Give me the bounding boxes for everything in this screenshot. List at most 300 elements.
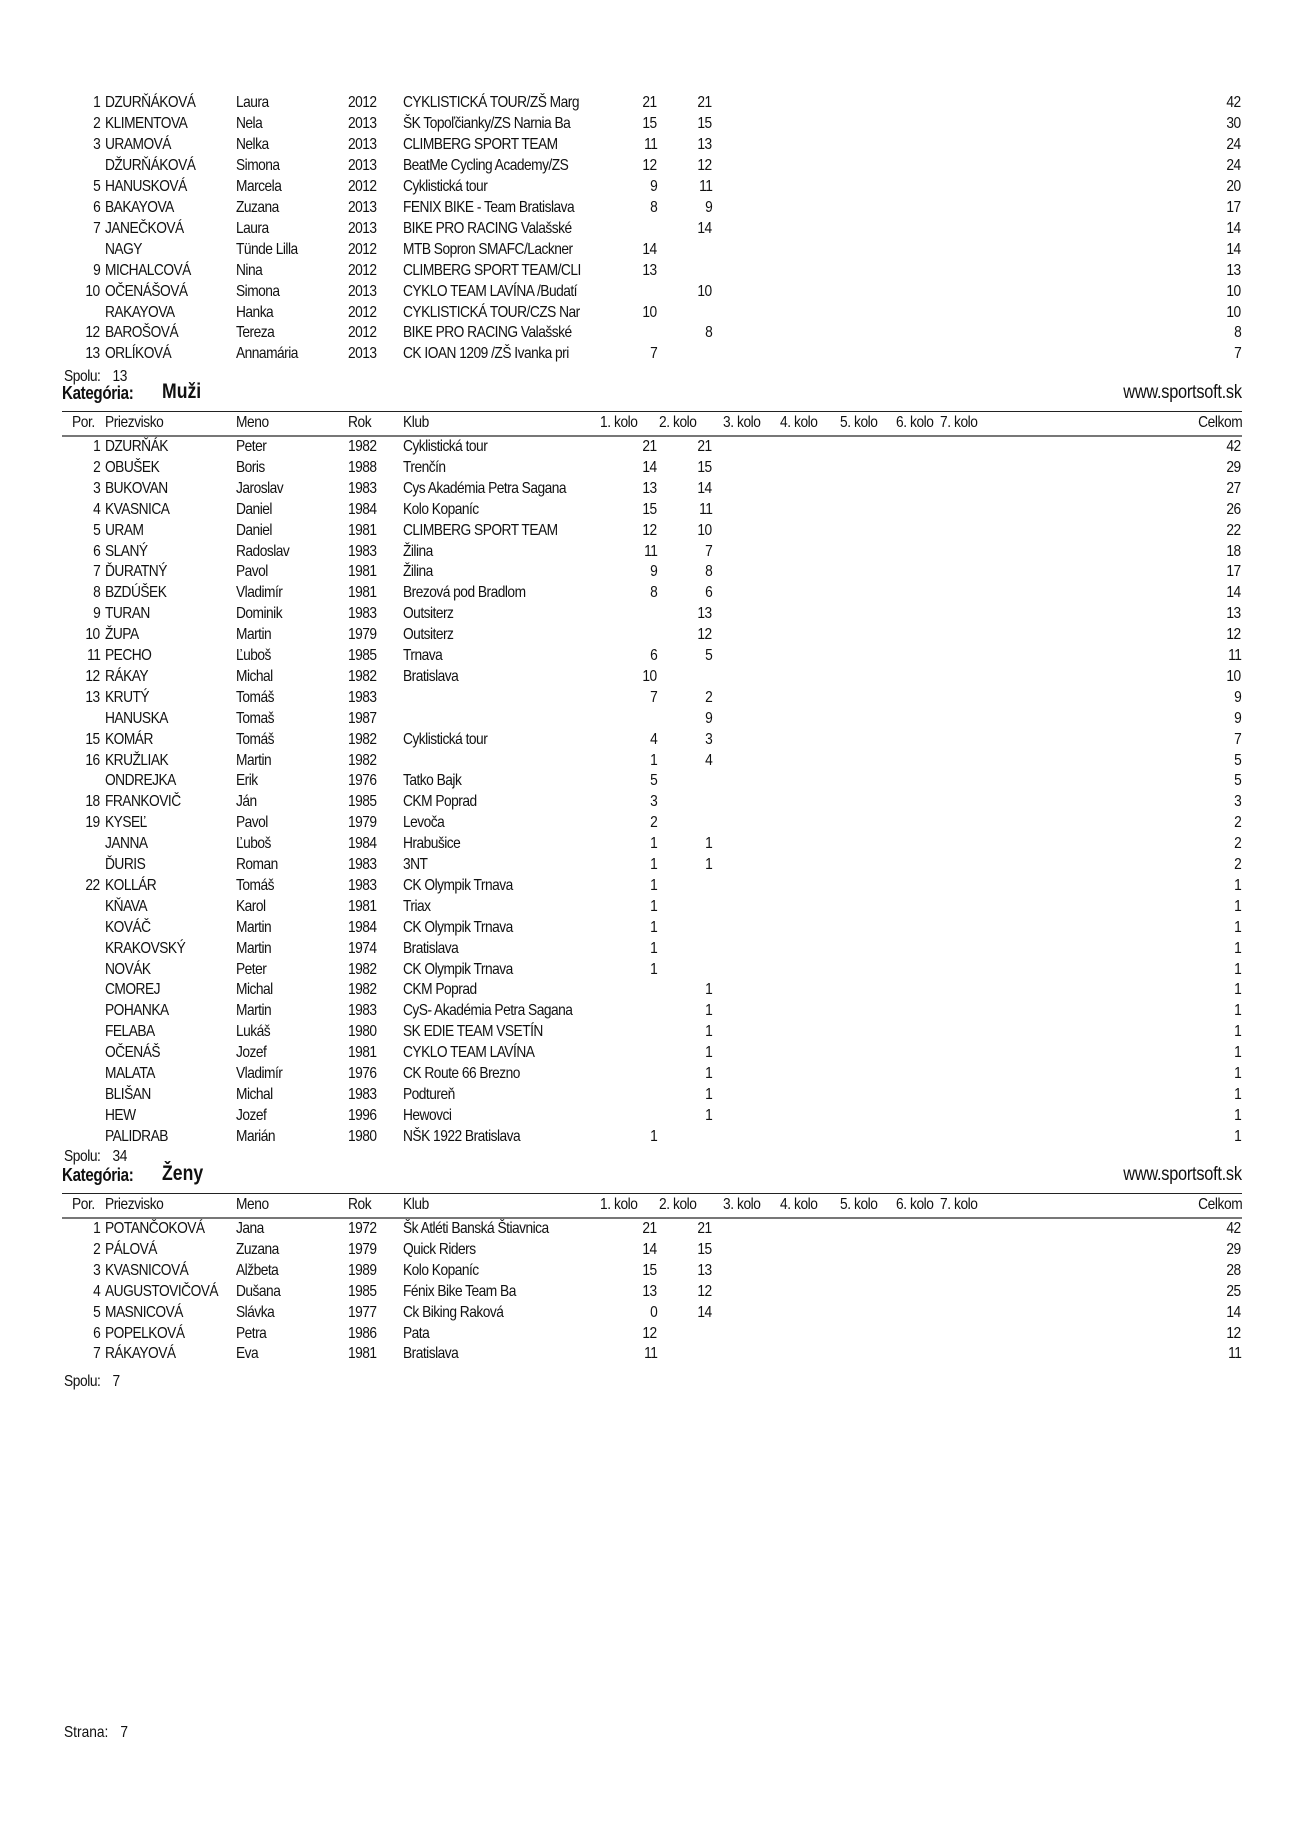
- cell-total: 1: [1233, 1127, 1241, 1145]
- cell-k1: 15: [642, 114, 657, 132]
- col-k7: 7. kolo: [940, 414, 978, 431]
- cell-surname: RÁKAY: [105, 667, 149, 685]
- cell-year: 1983: [348, 1085, 377, 1103]
- cell-k1: 8: [649, 198, 657, 216]
- cell-club: Outsiterz: [403, 626, 454, 644]
- table-row: [0, 281, 1300, 302]
- col-total: Celkom: [1197, 1196, 1242, 1213]
- cell-club: CYKLISTICKÁ TOUR/CZS Nar: [403, 303, 580, 321]
- cell-k2: 14: [697, 219, 712, 237]
- table-row: [0, 239, 1300, 260]
- table-row: [0, 197, 1300, 218]
- table-row: [0, 770, 1300, 791]
- cell-name: Petra: [236, 1324, 267, 1342]
- cell-club: Cyklistická tour: [403, 730, 488, 748]
- cell-year: 1983: [348, 479, 377, 497]
- cell-total: 42: [1226, 94, 1241, 111]
- cell-name: Jozef: [236, 1044, 267, 1062]
- cell-surname: FELABA: [105, 1023, 155, 1041]
- cell-surname: OČENÁŠOVÁ: [105, 282, 188, 300]
- cell-surname: KVASNICOVÁ: [105, 1261, 189, 1279]
- cell-k1: 1: [649, 1127, 657, 1145]
- cell-name: Simona: [236, 282, 280, 300]
- cell-k1: 21: [642, 1220, 657, 1237]
- cell-rank: 3: [92, 135, 100, 153]
- cell-name: Jaroslav: [236, 479, 284, 497]
- col-k1: 1. kolo: [600, 414, 638, 431]
- cell-name: Martin: [236, 626, 272, 644]
- cell-name: Jozef: [236, 1106, 267, 1124]
- col-year: Rok: [348, 1196, 372, 1213]
- cell-surname: ŽUPA: [105, 626, 139, 644]
- cell-k2: 1: [704, 1065, 712, 1082]
- cell-total: 24: [1226, 156, 1241, 174]
- col-k6: 6. kolo: [896, 1196, 934, 1213]
- cell-rank: 15: [85, 730, 100, 748]
- cell-name: Peter: [236, 960, 267, 978]
- cell-year: 2013: [348, 135, 377, 153]
- col-total: Celkom: [1197, 414, 1242, 431]
- cell-name: Slávka: [236, 1303, 275, 1321]
- cell-year: 1984: [348, 500, 377, 518]
- cell-name: Hanka: [236, 303, 274, 321]
- cell-surname: KRAKOVSKÝ: [105, 939, 186, 957]
- col-k3: 3. kolo: [723, 1196, 761, 1213]
- cell-surname: KRUŽLIAK: [105, 751, 169, 769]
- cell-club: Hewovci: [403, 1106, 452, 1124]
- cell-surname: DZURŇÁKOVÁ: [105, 94, 196, 111]
- cell-club: CK Route 66 Brezno: [403, 1065, 520, 1082]
- cell-k1: 21: [642, 438, 657, 455]
- cell-rank: 12: [85, 324, 100, 342]
- cell-k2: 10: [697, 282, 712, 300]
- cell-k2: 14: [697, 1303, 712, 1321]
- cell-year: 2012: [348, 94, 377, 111]
- cell-total: 14: [1226, 1303, 1241, 1321]
- cell-total: 14: [1226, 584, 1241, 602]
- table-row: [0, 666, 1300, 687]
- cell-surname: OČENÁŠ: [105, 1044, 161, 1062]
- cell-surname: ĎURIS: [105, 856, 146, 873]
- cell-year: 2012: [348, 261, 377, 279]
- cell-surname: HEW: [105, 1106, 136, 1124]
- page-label: Strana:: [64, 1724, 109, 1741]
- cell-k1: 14: [642, 458, 657, 476]
- cell-club: CyS- Akadémia Petra Sagana: [403, 1002, 573, 1020]
- spolu-label: Spolu:: [64, 368, 101, 385]
- cell-k2: 12: [697, 156, 712, 174]
- cell-club: CK Olympik Trnava: [403, 876, 513, 894]
- cell-k2: 21: [697, 438, 712, 455]
- cell-club: CKM Poprad: [403, 981, 477, 999]
- cell-club: CYKLO TEAM LAVÍNA: [403, 1044, 535, 1062]
- category-header-zeny: [62, 1162, 1242, 1188]
- cell-club: Brezová pod Bradlom: [403, 584, 526, 602]
- cell-rank: 11: [86, 647, 100, 664]
- table-row: [0, 1084, 1300, 1105]
- cell-k2: 1: [704, 1085, 712, 1103]
- cell-year: 1988: [348, 458, 377, 476]
- cell-name: Roman: [236, 856, 278, 873]
- table-row: [0, 1218, 1300, 1239]
- cell-k2: 13: [697, 605, 712, 623]
- cell-surname: PECHO: [105, 647, 152, 664]
- cell-total: 13: [1226, 261, 1241, 279]
- cell-k2: 11: [698, 177, 712, 195]
- cell-name: Michal: [236, 1085, 273, 1103]
- cell-k2: 3: [704, 730, 712, 748]
- cell-total: 27: [1226, 479, 1241, 497]
- cell-rank: 10: [85, 626, 100, 644]
- cell-k1: 11: [643, 542, 657, 560]
- cell-club: CKM Poprad: [403, 793, 477, 811]
- cell-year: 1985: [348, 793, 377, 811]
- cell-k2: 2: [704, 688, 712, 706]
- cell-club: CK Olympik Trnava: [403, 918, 513, 936]
- cell-name: Pavol: [236, 814, 268, 832]
- cell-total: 1: [1233, 876, 1241, 894]
- cell-surname: ORLÍKOVÁ: [105, 345, 172, 363]
- table-row: [0, 917, 1300, 938]
- cell-name: Vladimír: [236, 1065, 283, 1082]
- col-k5: 5. kolo: [840, 414, 878, 431]
- cell-year: 1982: [348, 960, 377, 978]
- cell-surname: KYSEĽ: [105, 814, 147, 832]
- cell-rank: 5: [92, 521, 100, 539]
- website-link[interactable]: www.sportsoft.sk: [1123, 382, 1242, 403]
- cell-k1: 12: [642, 156, 657, 174]
- col-club: Klub: [403, 1196, 429, 1213]
- cell-k2: 14: [697, 479, 712, 497]
- category-name: Muži: [162, 380, 202, 403]
- column-header-row-zeny: [62, 1193, 1242, 1219]
- cell-club: Bratislava: [403, 667, 459, 685]
- cell-rank: 13: [85, 688, 100, 706]
- cell-club: CYKLISTICKÁ TOUR/ZŠ Marg: [403, 94, 579, 111]
- cell-k2: 1: [704, 1002, 712, 1020]
- cell-surname: ONDREJKA: [105, 772, 176, 790]
- cell-total: 28: [1226, 1261, 1241, 1279]
- cell-k2: 1: [704, 856, 712, 873]
- cell-club: Kolo Kopaníc: [403, 1261, 479, 1279]
- cell-k2: 1: [704, 981, 712, 999]
- cell-club: CLIMBERG SPORT TEAM: [403, 135, 558, 153]
- table-row: [0, 1343, 1300, 1364]
- cell-rank: 12: [85, 667, 100, 685]
- cell-k1: 7: [649, 345, 657, 363]
- cell-total: 2: [1233, 814, 1241, 832]
- table-row: [0, 561, 1300, 582]
- cell-club: Šk Atléti Banská Štiavnica: [403, 1220, 549, 1237]
- cell-total: 1: [1233, 939, 1241, 957]
- cell-k1: 13: [642, 479, 657, 497]
- cell-surname: DZURŇÁK: [105, 438, 168, 455]
- cell-surname: FRANKOVIČ: [105, 793, 181, 811]
- table-row: [0, 729, 1300, 750]
- cell-club: MTB Sopron SMAFC/Lackner: [403, 240, 573, 258]
- table-row: [0, 938, 1300, 959]
- cell-k1: 13: [642, 1282, 657, 1300]
- cell-surname: KŇAVA: [105, 897, 148, 915]
- cell-total: 1: [1233, 918, 1241, 936]
- cell-k2: 21: [697, 94, 712, 111]
- cell-surname: BAKAYOVA: [105, 198, 174, 216]
- cell-name: Martin: [236, 1002, 272, 1020]
- cell-surname: KOLLÁR: [105, 876, 157, 894]
- cell-name: Tomáš: [236, 688, 274, 706]
- cell-k2: 10: [697, 521, 712, 539]
- table-row: [0, 582, 1300, 603]
- cell-name: Tomáš: [236, 876, 274, 894]
- cell-total: 20: [1226, 177, 1241, 195]
- cell-surname: MICHALCOVÁ: [105, 261, 191, 279]
- cell-year: 1982: [348, 730, 377, 748]
- col-year: Rok: [348, 414, 372, 431]
- cell-surname: TURAN: [105, 605, 150, 623]
- table-row: [0, 1281, 1300, 1302]
- cell-club: Podtureň: [403, 1085, 455, 1103]
- cell-club: NŠK 1922 Bratislava: [403, 1127, 521, 1145]
- cell-rank: 7: [92, 563, 100, 581]
- cell-year: 2012: [348, 240, 377, 258]
- cell-rank: 2: [92, 458, 100, 476]
- cell-year: 1989: [348, 1261, 377, 1279]
- table-row: [0, 499, 1300, 520]
- cell-k2: 9: [704, 709, 712, 727]
- cell-rank: 1: [92, 438, 100, 455]
- cell-club: BIKE PRO RACING Valašské: [403, 324, 572, 342]
- cell-club: Levoča: [403, 814, 445, 832]
- cell-total: 5: [1233, 751, 1241, 769]
- col-club: Klub: [403, 414, 429, 431]
- cell-name: Peter: [236, 438, 267, 455]
- cell-total: 1: [1233, 1002, 1241, 1020]
- cell-year: 1987: [348, 709, 377, 727]
- cell-total: 14: [1226, 240, 1241, 258]
- cell-name: Nela: [236, 114, 263, 132]
- cell-name: Laura: [236, 219, 269, 237]
- spolu-count: 34: [112, 1148, 127, 1165]
- cell-club: BeatMe Cycling Academy/ZS: [403, 156, 569, 174]
- cell-k1: 15: [642, 1261, 657, 1279]
- cell-surname: JANNA: [105, 835, 148, 853]
- cell-k1: 11: [643, 135, 657, 153]
- cell-club: Quick Riders: [403, 1240, 476, 1258]
- cell-name: Radoslav: [236, 542, 290, 560]
- cell-total: 8: [1233, 324, 1241, 342]
- cell-club: Outsiterz: [403, 605, 454, 623]
- cell-year: 2013: [348, 282, 377, 300]
- cell-name: Boris: [236, 458, 265, 476]
- cell-club: BIKE PRO RACING Valašské: [403, 219, 572, 237]
- cell-club: Cys Akadémia Petra Sagana: [403, 479, 567, 497]
- table-row: [0, 875, 1300, 896]
- cell-year: 1981: [348, 584, 377, 602]
- website-link[interactable]: www.sportsoft.sk: [1123, 1164, 1242, 1185]
- cell-k2: 8: [704, 563, 712, 581]
- cell-club: Žilina: [403, 542, 433, 560]
- category-label: Kategória:: [62, 1165, 134, 1185]
- cell-year: 2013: [348, 219, 377, 237]
- cell-year: 1981: [348, 1044, 377, 1062]
- cell-total: 1: [1233, 960, 1241, 978]
- spolu-label: Spolu:: [64, 1148, 101, 1165]
- cell-total: 2: [1233, 856, 1241, 873]
- cell-total: 1: [1233, 1106, 1241, 1124]
- cell-name: Martin: [236, 918, 272, 936]
- cell-total: 3: [1233, 793, 1241, 811]
- cell-total: 7: [1233, 345, 1241, 363]
- cell-surname: POTANČOKOVÁ: [105, 1220, 205, 1237]
- cell-club: Hrabušice: [403, 835, 461, 853]
- col-k6: 6. kolo: [896, 414, 934, 431]
- cell-year: 1976: [348, 772, 377, 790]
- cell-year: 1983: [348, 542, 377, 560]
- table-row: [0, 1105, 1300, 1126]
- table-row: [0, 854, 1300, 875]
- cell-name: Pavol: [236, 563, 268, 581]
- cell-k1: 1: [649, 751, 657, 769]
- cell-year: 1983: [348, 688, 377, 706]
- cell-k1: 0: [649, 1303, 657, 1321]
- cell-total: 42: [1226, 1220, 1241, 1237]
- cell-total: 1: [1233, 1065, 1241, 1082]
- cell-year: 1972: [348, 1220, 377, 1237]
- cell-surname: PALIDRAB: [105, 1127, 168, 1145]
- cell-k1: 8: [649, 584, 657, 602]
- cell-name: Michal: [236, 667, 273, 685]
- cell-surname: SLANÝ: [105, 542, 148, 560]
- cell-name: Laura: [236, 94, 269, 111]
- table-row: [0, 979, 1300, 1000]
- cell-surname: ĎURATNÝ: [105, 563, 167, 581]
- cell-k2: 15: [697, 114, 712, 132]
- cell-k1: 13: [642, 261, 657, 279]
- cell-surname: MALATA: [105, 1065, 155, 1082]
- cell-name: Martin: [236, 751, 272, 769]
- cell-k1: 1: [649, 876, 657, 894]
- cell-k1: 1: [649, 897, 657, 915]
- cell-rank: 8: [92, 584, 100, 602]
- cell-rank: 3: [92, 1261, 100, 1279]
- col-k4: 4. kolo: [780, 414, 818, 431]
- category-name: Ženy: [162, 1162, 204, 1185]
- table-row: [0, 1021, 1300, 1042]
- cell-club: Ck Biking Raková: [403, 1303, 504, 1321]
- col-k3: 3. kolo: [723, 414, 761, 431]
- cell-k2: 12: [697, 626, 712, 644]
- cell-k2: 15: [697, 458, 712, 476]
- cell-surname: DŽURŇÁKOVÁ: [105, 156, 196, 174]
- cell-club: CK Olympik Trnava: [403, 960, 513, 978]
- cell-total: 5: [1233, 772, 1241, 790]
- cell-year: 1976: [348, 1065, 377, 1082]
- cell-total: 22: [1226, 521, 1241, 539]
- cell-surname: KVASNICA: [105, 500, 170, 518]
- cell-year: 1983: [348, 605, 377, 623]
- table-row: [0, 1000, 1300, 1021]
- cell-club: Tatko Bajk: [403, 772, 462, 790]
- cell-club: Fénix Bike Team Ba: [403, 1282, 516, 1300]
- table-row: [0, 687, 1300, 708]
- cell-year: 2012: [348, 324, 377, 342]
- cell-name: Daniel: [236, 500, 272, 518]
- cell-name: Nina: [236, 261, 263, 279]
- cell-surname: MASNICOVÁ: [105, 1303, 183, 1321]
- cell-name: Martin: [236, 939, 272, 957]
- cell-year: 1985: [348, 647, 377, 664]
- cell-rank: 9: [92, 261, 100, 279]
- cell-total: 29: [1226, 458, 1241, 476]
- cell-k1: 9: [649, 563, 657, 581]
- cell-club: Kolo Kopaníc: [403, 500, 479, 518]
- cell-total: 11: [1227, 1345, 1241, 1363]
- cell-total: 10: [1226, 667, 1241, 685]
- cell-k2: 1: [704, 835, 712, 853]
- cell-club: FENIX BIKE - Team Bratislava: [403, 198, 575, 216]
- table-row: [0, 1239, 1300, 1260]
- cell-year: 1981: [348, 521, 377, 539]
- cell-k1: 11: [643, 1345, 657, 1363]
- cell-club: Cyklistická tour: [403, 438, 488, 455]
- cell-club: Bratislava: [403, 939, 459, 957]
- table-row: [0, 92, 1300, 113]
- total-count-zeny: [64, 1371, 120, 1392]
- cell-rank: 7: [92, 1345, 100, 1363]
- col-k1: 1. kolo: [600, 1196, 638, 1213]
- cell-name: Ľuboš: [236, 835, 271, 853]
- table-row: [0, 812, 1300, 833]
- cell-name: Zuzana: [236, 198, 279, 216]
- cell-surname: URAMOVÁ: [105, 135, 171, 153]
- cell-club: CK IOAN 1209 /ZŠ Ivanka pri: [403, 345, 569, 363]
- cell-total: 24: [1226, 135, 1241, 153]
- cell-surname: HANUSKOVÁ: [105, 177, 187, 195]
- cell-name: Simona: [236, 156, 280, 174]
- cell-name: Daniel: [236, 521, 272, 539]
- cell-surname: KRUTÝ: [105, 688, 150, 706]
- table-row: [0, 113, 1300, 134]
- spolu-label: Spolu:: [64, 1373, 101, 1390]
- table-row: [0, 457, 1300, 478]
- table-row: [0, 1042, 1300, 1063]
- cell-k1: 14: [642, 240, 657, 258]
- cell-total: 18: [1226, 542, 1241, 560]
- cell-total: 10: [1226, 282, 1241, 300]
- cell-name: Dominik: [236, 605, 283, 623]
- spolu-count: 13: [112, 368, 127, 385]
- table-row: [0, 1302, 1300, 1323]
- cell-rank: 6: [92, 198, 100, 216]
- cell-rank: 22: [85, 876, 100, 894]
- cell-name: Annamária: [236, 345, 298, 363]
- cell-k2: 12: [697, 1282, 712, 1300]
- cell-surname: NAGY: [105, 240, 142, 258]
- cell-name: Alžbeta: [236, 1261, 279, 1279]
- table-row: [0, 833, 1300, 854]
- cell-name: Vladimír: [236, 584, 283, 602]
- page-number: 7: [120, 1724, 129, 1741]
- cell-year: 1981: [348, 1345, 377, 1363]
- cell-k1: 4: [649, 730, 657, 748]
- table-row: [0, 896, 1300, 917]
- table-row: [0, 322, 1300, 343]
- table-row: [0, 645, 1300, 666]
- cell-rank: 13: [85, 345, 100, 363]
- cell-club: Trenčín: [403, 458, 446, 476]
- cell-total: 13: [1226, 605, 1241, 623]
- cell-total: 10: [1226, 303, 1241, 321]
